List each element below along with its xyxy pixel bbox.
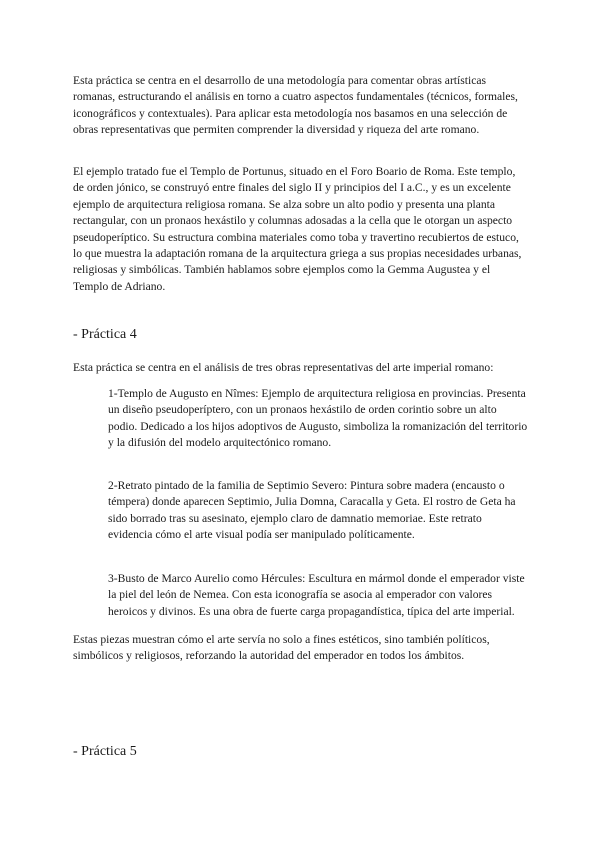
list-item-retrato-severo: 2-Retrato pintado de la familia de Septimio Severo: Pintura sobre madera (encausto o témpera) donde aparecen Septimio, Julia Domna, Caracalla y Geta. El rostro de Geta ha sido borrado tras su asesinato, ejemplo claro de damnatio memoriae. Este retrato evidencia cómo el arte visual podía ser manipulado políticamente. [108, 479, 516, 542]
intro-paragraph: Esta práctica se centra en el desarrollo de una metodología para comentar obras artísticas romanas, estructurando el análisis en torno a cuatro aspectos fundamentales (técnicos, formales, iconográficos y contextuales). Para aplicar esta metodología nos basamos en una selección de obras representativas que permiten comprender la diversidad y riqueza del arte romano. [73, 74, 518, 137]
list-item-templo-augusto: 1-Templo de Augusto en Nîmes: Ejemplo de arquitectura religiosa en provincias. Presenta un diseño pseudoperíptero, con un pronaos hexástilo de orden corintio sobre un alto podio. Dedicado a los hijos adoptivos de Augusto, simboliza la romanización del territorio y la difusión del modelo arquitectónico romano. [108, 387, 528, 450]
list-item-busto-marco-aurelio: 3-Busto de Marco Aurelio como Hércules: Escultura en mármol donde el emperador viste la piel del león de Nemea. Con esta iconografía se asocia al emperador con valores heroicos y divinos. Es una obra de fuerte carga propagandística, típica del arte imperial. [108, 572, 525, 618]
section-4-heading: - Práctica 4 [73, 327, 137, 342]
section-4-intro: Esta práctica se centra en el análisis de tres obras representativas del arte imperial romano: [73, 361, 494, 374]
section-4-conclusion: Estas piezas muestran cómo el arte servía no solo a fines estéticos, sino también políticos, simbólicos y religiosos, reforzando la autoridad del emperador en todos los ámbitos. [73, 633, 490, 663]
example-paragraph: El ejemplo tratado fue el Templo de Portunus, situado en el Foro Boario de Roma. Este templo, de orden jónico, se construyó entre finales del siglo II y principios del I a.C., y es un excelente ejemplo de arquitectura religiosa romana. Se alza sobre un alto podio y presenta una planta rectangular, con un pronaos hexástilo y columnas adosadas a la cella que le otorgan un aspecto pseudoperíptico. Su estructura combina materiales como toba y travertino recubiertos de estuco, lo que muestra la adaptación romana de la arquitectura griega a sus propias necesidades urbanas, religiosas y simbólicas. También hablamos sobre ejemplos como la Gemma Augustea y el Templo de Adriano. [73, 165, 522, 293]
section-5-heading: - Práctica 5 [73, 744, 137, 759]
